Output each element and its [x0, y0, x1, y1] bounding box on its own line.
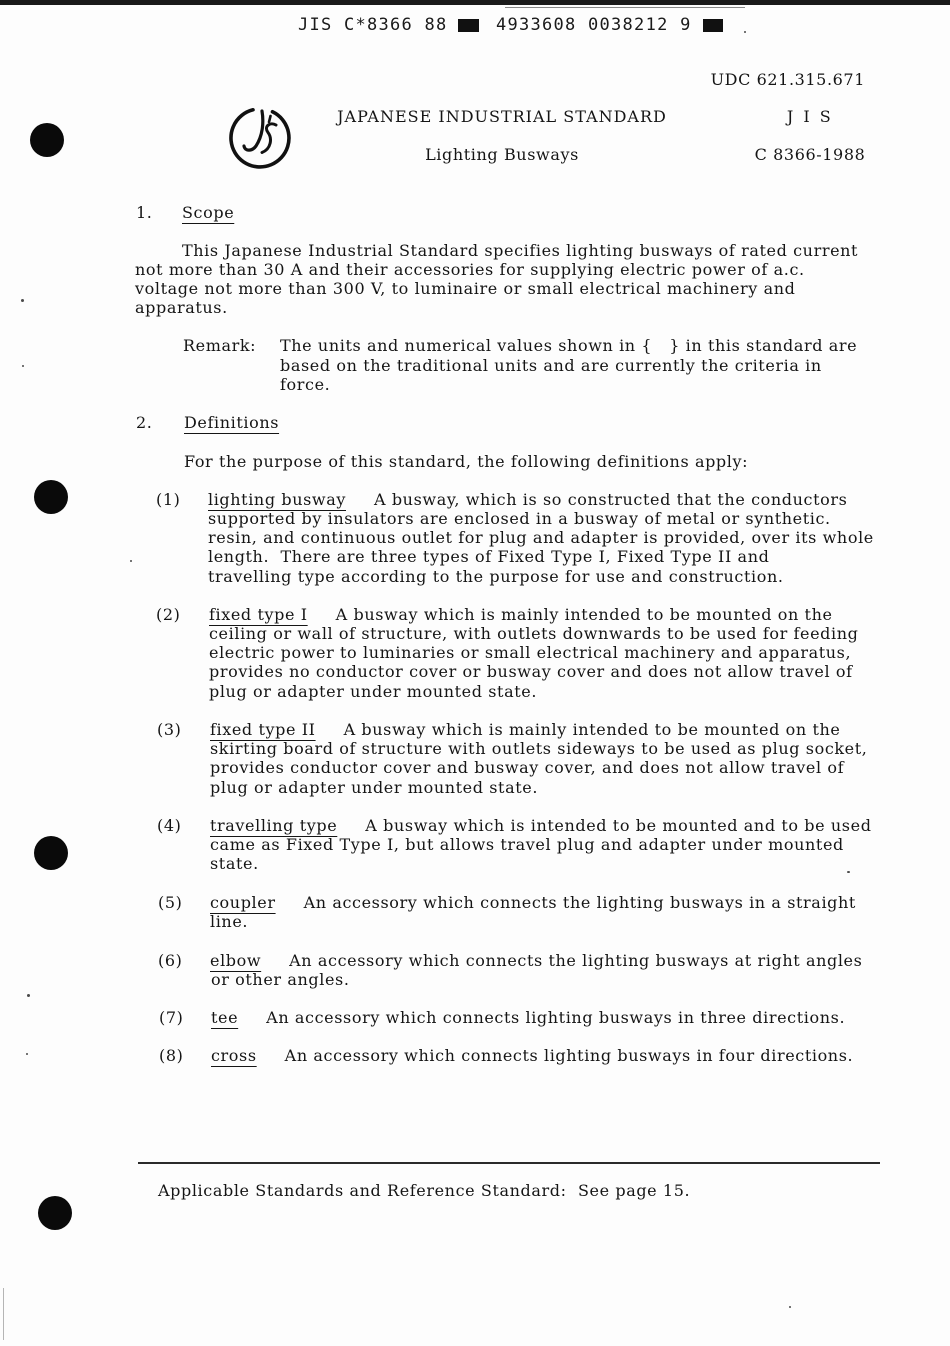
definition-4-first-line: [210, 816, 872, 836]
header-code-part-2: 4933608 0038212 9: [496, 15, 692, 35]
definition-2-line: provides no conductor cover or busway cover and does not allow travel of: [209, 662, 853, 681]
definition-3-line: skirting board of structure with outlets sideways to be used as plug socket,: [210, 739, 868, 758]
binder-hole: [30, 123, 64, 157]
standard-title: JAPANESE INDUSTRIAL STANDARD: [337, 107, 667, 126]
scan-speck: [744, 31, 746, 33]
definition-6-number: (6): [158, 951, 183, 970]
definition-8-number: (8): [159, 1046, 184, 1065]
definition-2-line: plug or adapter under mounted state.: [209, 682, 538, 701]
footnote-divider: [138, 1162, 880, 1164]
definition-1-line: travelling type according to the purpose for use and construction.: [208, 567, 784, 586]
definition-3-first-line: [210, 720, 840, 740]
definition-7-term: tee: [211, 1008, 239, 1027]
definition-3-number: (3): [157, 720, 182, 739]
definition-8-text: An accessory which connects lighting busways in four directions.: [284, 1046, 854, 1065]
jis-label: J I S: [786, 107, 834, 126]
definition-1-line: length. There are three types of Fixed Type I, Fixed Type II and: [208, 547, 770, 566]
scan-speck: [22, 365, 24, 367]
definition-7-first-line: [211, 1008, 845, 1028]
definition-3-line: provides conductor cover and busway cover, and does not allow travel of: [210, 758, 845, 777]
scan-top-edge: [0, 0, 950, 5]
scan-speck: [27, 994, 30, 997]
definition-1-first-line: [208, 490, 847, 510]
binder-hole: [34, 480, 68, 514]
remark-label: Remark:: [183, 336, 257, 355]
definition-6-text: An accessory which connects the lighting busways at right angles: [289, 951, 863, 970]
definition-7-number: (7): [159, 1008, 184, 1027]
scan-edge-line: [3, 1288, 4, 1340]
section-heading-scope: Scope: [182, 203, 235, 222]
definition-5-first-line: [210, 893, 856, 913]
definition-5-term: coupler: [210, 893, 276, 912]
footer-reference-note: Applicable Standards and Reference Standard: See page 15.: [158, 1181, 691, 1200]
definition-2-line: ceiling or wall of structure, with outlets downwards to be used for feeding: [209, 624, 859, 643]
remark-text-line: The units and numerical values shown in { } in this standard are: [280, 336, 858, 355]
definition-4-line: state.: [210, 854, 259, 873]
definition-4-text: A busway which is intended to be mounted and to be used: [365, 816, 872, 835]
definition-5-number: (5): [158, 893, 183, 912]
definition-2-line: electric power to luminaries or small electrical machinery and apparatus,: [209, 643, 852, 662]
definition-6-first-line: [210, 951, 862, 971]
scope-text-line: voltage not more than 300 V, to luminaire or small electrical machinery and: [135, 279, 796, 298]
udc-number: UDC 621.315.671: [710, 70, 865, 89]
definition-4-number: (4): [157, 816, 182, 835]
jis-mark-logo: [225, 103, 295, 173]
definition-4-line: came as Fixed Type I, but allows travel plug and adapter under mounted: [210, 835, 844, 854]
definition-2-number: (2): [156, 605, 181, 624]
definition-5-text: An accessory which connects the lighting busways in a straight: [303, 893, 856, 912]
scan-speck: [21, 299, 24, 302]
section-heading-definitions: Definitions: [184, 413, 280, 432]
definition-1-term: lighting busway: [208, 490, 346, 509]
definition-1-text: A busway, which is so constructed that the conductors: [374, 490, 848, 509]
scan-speck: [130, 560, 132, 562]
definition-1-number: (1): [156, 490, 181, 509]
scan-top-line: [505, 7, 745, 8]
remark-text-line: force.: [280, 375, 331, 394]
definition-2-term: fixed type I: [209, 605, 308, 624]
definition-1-line: supported by insulators are enclosed in a busway of metal or synthetic.: [208, 509, 831, 528]
standard-number: C 8366-1988: [754, 145, 866, 164]
header-code-part-1: JIS C*8366 88: [298, 15, 448, 35]
definition-7-text: An accessory which connects lighting busways in three directions.: [266, 1008, 846, 1027]
definition-4-term: travelling type: [210, 816, 338, 835]
remark-text-line: based on the traditional units and are currently the criteria in: [280, 356, 822, 375]
binder-hole: [34, 836, 68, 870]
scan-speck: [789, 1306, 791, 1308]
definition-2-text: A busway which is mainly intended to be mounted on the: [335, 605, 833, 624]
definition-2-first-line: [209, 605, 833, 625]
definition-8-first-line: [211, 1046, 853, 1066]
definition-3-text: A busway which is mainly intended to be mounted on the: [343, 720, 841, 739]
document-title: Lighting Busways: [425, 145, 579, 164]
scope-text-line: apparatus.: [135, 298, 228, 317]
header-code-block-mark: [703, 19, 723, 32]
definition-3-line: plug or adapter under mounted state.: [210, 778, 539, 797]
section-number: 2.: [136, 413, 153, 432]
definition-6-term: elbow: [210, 951, 262, 970]
binder-hole: [38, 1196, 72, 1230]
definition-6-line: or other angles.: [211, 970, 350, 989]
scan-speck: [847, 871, 850, 873]
scan-speck: [26, 1053, 28, 1055]
scope-text-line: This Japanese Industrial Standard specifies lighting busways of rated current: [182, 241, 859, 260]
definition-5-line: line.: [210, 912, 249, 931]
definition-1-line: resin, and continuous outlet for plug and adapter is provided, over its whole: [208, 528, 874, 547]
definition-3-term: fixed type II: [210, 720, 316, 739]
definitions-intro: For the purpose of this standard, the following definitions apply:: [184, 452, 749, 471]
definition-8-term: cross: [211, 1046, 257, 1065]
header-code-block-mark: [458, 19, 479, 32]
scope-text-line: not more than 30 A and their accessories for supplying electric power of a.c.: [135, 260, 805, 279]
section-number: 1.: [136, 203, 153, 222]
